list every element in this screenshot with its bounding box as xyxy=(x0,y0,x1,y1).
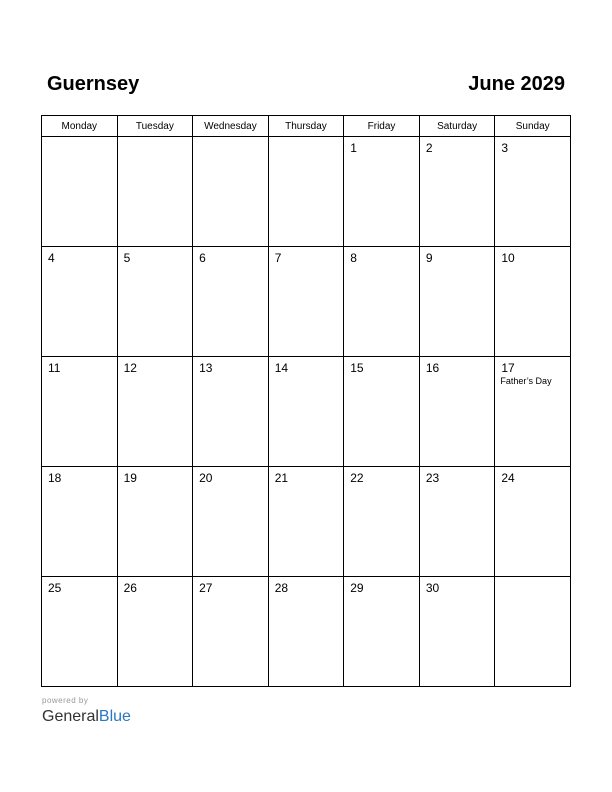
weekday-monday: Monday xyxy=(42,116,118,137)
day-cell[interactable] xyxy=(495,247,571,357)
country-title: Guernsey xyxy=(47,73,140,95)
day-number: 15 xyxy=(350,361,364,375)
day-number: 16 xyxy=(425,361,440,375)
day-number: 23 xyxy=(425,471,440,485)
calendar-grid xyxy=(41,115,571,687)
day-cell[interactable] xyxy=(117,467,193,577)
empty-day-cell xyxy=(268,137,344,247)
week-row xyxy=(42,467,571,577)
day-number: 5 xyxy=(123,251,131,265)
day-cell[interactable] xyxy=(419,137,495,247)
day-cell[interactable] xyxy=(268,247,344,357)
day-cell[interactable] xyxy=(193,577,269,687)
day-cell[interactable] xyxy=(419,467,495,577)
day-cell[interactable] xyxy=(344,467,420,577)
day-cell[interactable] xyxy=(495,357,571,467)
weekday-saturday: Saturday xyxy=(419,116,495,137)
weekday-sunday: Sunday xyxy=(495,116,571,137)
day-number: 30 xyxy=(425,581,440,595)
brand-general-text: General xyxy=(42,708,99,725)
weekday-tuesday: Tuesday xyxy=(117,116,193,137)
calendar-body xyxy=(42,137,571,687)
week-row xyxy=(42,247,571,357)
week-row xyxy=(42,577,571,687)
day-cell[interactable] xyxy=(193,247,269,357)
empty-day-cell xyxy=(193,137,269,247)
day-number: 13 xyxy=(199,361,213,375)
day-number: 4 xyxy=(48,251,55,265)
day-cell[interactable] xyxy=(344,357,420,467)
holiday-label: Father’s Day xyxy=(500,376,552,386)
day-number: 9 xyxy=(425,251,433,265)
empty-day-cell xyxy=(495,577,571,687)
day-number: 12 xyxy=(123,361,137,375)
day-number: 20 xyxy=(199,471,213,485)
day-number: 22 xyxy=(350,471,364,485)
empty-day-cell xyxy=(42,137,118,247)
day-cell[interactable] xyxy=(42,357,118,467)
day-number: 24 xyxy=(501,471,515,485)
generalblue-logo[interactable] xyxy=(42,708,131,726)
empty-day-cell xyxy=(117,137,193,247)
day-number: 29 xyxy=(350,581,364,595)
day-number: 19 xyxy=(123,471,137,485)
day-cell[interactable] xyxy=(268,467,344,577)
day-number: 10 xyxy=(501,251,515,265)
month-year-title: June 2029 xyxy=(468,73,565,95)
day-cell[interactable] xyxy=(42,467,118,577)
footer-branding xyxy=(42,696,131,726)
day-number: 18 xyxy=(48,471,62,485)
day-cell[interactable] xyxy=(42,247,118,357)
day-cell[interactable] xyxy=(193,357,269,467)
day-number: 11 xyxy=(48,361,61,375)
brand-blue-text: Blue xyxy=(98,708,131,725)
day-cell[interactable] xyxy=(268,357,344,467)
day-number: 21 xyxy=(274,471,289,485)
day-cell[interactable] xyxy=(193,467,269,577)
day-number: 28 xyxy=(274,581,289,595)
day-cell[interactable] xyxy=(495,467,571,577)
day-cell[interactable] xyxy=(495,137,571,247)
day-number: 1 xyxy=(350,141,357,155)
day-cell[interactable] xyxy=(344,247,420,357)
day-cell[interactable] xyxy=(268,577,344,687)
day-number: 2 xyxy=(425,141,433,155)
day-number: 25 xyxy=(48,581,62,595)
day-number: 8 xyxy=(350,251,357,265)
day-cell[interactable] xyxy=(117,247,193,357)
day-number: 26 xyxy=(123,581,137,595)
day-cell[interactable] xyxy=(419,247,495,357)
weekday-header-row xyxy=(42,116,571,137)
day-number: 17 xyxy=(501,361,515,375)
week-row xyxy=(42,137,571,247)
weekday-wednesday: Wednesday xyxy=(193,116,269,137)
day-cell[interactable] xyxy=(117,357,193,467)
weekday-thursday: Thursday xyxy=(268,116,344,137)
day-cell[interactable] xyxy=(419,577,495,687)
day-cell[interactable] xyxy=(344,137,420,247)
day-number: 6 xyxy=(199,251,206,265)
week-row xyxy=(42,357,571,467)
day-number: 3 xyxy=(501,141,509,155)
day-number: 14 xyxy=(274,361,289,375)
day-cell[interactable] xyxy=(117,577,193,687)
day-number: 7 xyxy=(274,251,282,265)
day-cell[interactable] xyxy=(419,357,495,467)
day-cell[interactable] xyxy=(42,577,118,687)
day-cell[interactable] xyxy=(344,577,420,687)
day-number: 27 xyxy=(199,581,213,595)
powered-by-label: powered by xyxy=(42,696,89,705)
weekday-friday: Friday xyxy=(344,116,420,137)
